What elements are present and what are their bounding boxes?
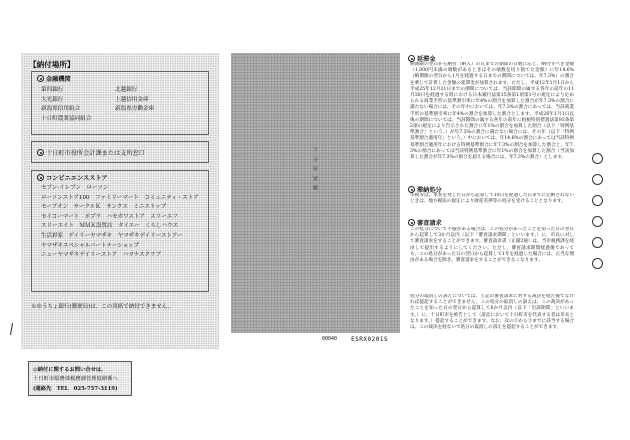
payment-locations-panel: [21, 53, 219, 392]
store-line: ニューヤマザキデイリーストア ハマナスクラブ: [41, 252, 161, 259]
seal-tab-panel: [231, 53, 400, 333]
store-line: セーブオン サークルＫ サンクス ミニストップ: [41, 204, 167, 211]
city-office-heading: [37, 148, 145, 157]
punch-hole: [592, 174, 603, 185]
store-list: [41, 184, 199, 261]
bank-item: 大光銀行: [41, 96, 64, 103]
bullet-circle-icon: [408, 55, 415, 62]
punch-hole: [592, 195, 603, 206]
punch-hole: [592, 237, 603, 248]
bank-item: 上越信用金庫: [115, 96, 149, 103]
postal-bank-note: ※ゆうちょ銀行(郵便局)は、この用紙で納付できません。: [31, 304, 174, 310]
punch-hole: [592, 258, 603, 269]
punch-hole: [592, 153, 603, 164]
appeal-title: 審査請求: [417, 220, 442, 227]
bank-item: 新潟県信用組合: [41, 106, 81, 113]
form-code-small: 00040: [322, 336, 338, 342]
bank-item: 十日町農業協同組合: [41, 116, 92, 123]
form-code: [322, 336, 388, 343]
bank-item: [115, 114, 195, 122]
contact-box: [28, 361, 132, 396]
store-line: ローソンストア100 ファミリーマート コミュニティ・ストア: [41, 194, 199, 201]
appeal-text-2: 処分の取消しの訴えについては、上記の審査請求に対する裁決を経た後でなければ提起することができません。この処分の取消しの訴えは、この裁決があったことを知った日の翌日から起算して6か月以内（以下「出訴期間」といいます。）に、十日町市を被告として（訴訟において十日町市を代表する者は市長となります。）提起することができます。なお、次の①から③までに該当する場合は、この裁決を経ないで処分の取消しの訴えを提起することができます。: [410, 294, 574, 331]
late-fee-title: 延滞金: [417, 56, 436, 63]
bank-item: 第四銀行: [41, 87, 64, 93]
delinquency-text: 市税等は、本状を発した日から起算して10日を経過した日までに完納されないときは、地方税法の規定により財産差押等の処分を受けることとなります。: [410, 193, 574, 205]
fold-mark: [10, 323, 22, 335]
bank-list: [41, 85, 195, 122]
late-fee-text: 納期限の翌日から納付（納入）の日までの期間の日数に応じ、納付すべき金額（1,000円未満の端数があるときはその端数を切り捨てた金額）に年14.6%（納期限の翌日から1月を経過する日までの期間については、年7.3%）の割合を乗じて計算した金額の延滞金が加算されます。ただし、平成12年1月1日から平成25年12月31日までの期間については、当該期間の属する各年の前年の11月30日を経過する時における日本銀行法第15条第1項第1号の規定により定められる商業手形の基準割引率に年4%の割合を加算した割合が年7.3%の割合に満たない場合には、その年中においては、年7.3%の割合にあっては、当該商業手形の基準割引率に年4%の割合を加算した割合とします。平成26年1月1日以後の期間については、当該期間の属する各年の前年に租税特別措置法第93条第2項の規定により告示された割合に年1%の割合を加算した割合（以下「特例基準割合」という。）が年7.3%の割合に満たない場合には、その年（以下「特例基準割合適用年」という。）中においては、年14.6%の割合にあっては当該特例基準割合適用年における特例基準割合に年7.3%の割合を加算した割合と、年7.3%の割合にあっては当該特例基準割合に年1%の割合を加算した割合（当該加算した割合が年7.3%の割合を超える場合には、年7.3%の割合）とします。: [410, 62, 574, 161]
delinquency-title: 滞納処分: [417, 187, 442, 194]
convenience-store-heading: [37, 173, 108, 182]
appeal-heading: [408, 218, 442, 227]
form-code-id: ESRX0201S: [351, 336, 389, 343]
city-office-box: [31, 141, 209, 163]
appeal-text: この処分について不服がある場合は、この処分があったことを知った日の翌日から起算して3か月以内（以下「審査請求期間」といいます。）に、市長に対して審査請求をすることができます。審査請求書（正副2通）は、当市税務課を経由して提出するようにしてください。ただし、審査請求期間経過後であっても、この処分があった日の翌日から起算して1年を経過した場合には、正当な理由がある場合を除き、審査請求をすることができなくなります。: [410, 227, 574, 264]
contact-phone: (連絡先 TEL 025-757-3119): [33, 386, 118, 392]
store-line: セブン-イレブン ローソン: [41, 185, 109, 191]
terms-column: [408, 54, 576, 344]
store-line: スリーエイト ＭＭＫ設置店 タイエー くらしハウス: [41, 223, 179, 230]
bullet-circle-icon: [37, 149, 44, 156]
convenience-store-label: コンビニエンスストア: [46, 175, 108, 182]
store-line: 生活彩家 デイリーヤマザキ ヤマザキデイリーストアー: [41, 232, 183, 239]
city-office-label: 十日町市役所会計課または支所窓口: [46, 150, 145, 157]
payment-locations-title: 【納付場所】: [29, 60, 75, 69]
convenience-store-box: [31, 170, 209, 292]
bullet-circle-icon: [408, 219, 415, 226]
bullet-circle-icon: [408, 186, 415, 193]
bank-item: 新潟県労働金庫: [115, 106, 155, 113]
store-line: セイコーマート ポプラ ハセガワストア スリーエフ: [41, 213, 178, 220]
punch-hole: [592, 216, 603, 227]
bullet-circle-icon: [37, 75, 44, 82]
bank-heading: [37, 74, 71, 83]
bank-item: 北越銀行: [115, 87, 138, 93]
bank-heading-label: 金融機関: [46, 76, 71, 83]
store-line: ヤマザキスペシャルパートナーショップ: [41, 242, 140, 249]
contact-line-2: 十日町市総務部税務課管理収納係へ: [33, 376, 118, 382]
bullet-circle-icon: [37, 174, 44, 181]
glue-instruction-vertical: 十 分 厚 留 糊: [312, 147, 317, 191]
bank-box: [31, 71, 209, 135]
contact-line-1: ◎納付に関するお問い合せは、: [33, 367, 107, 373]
